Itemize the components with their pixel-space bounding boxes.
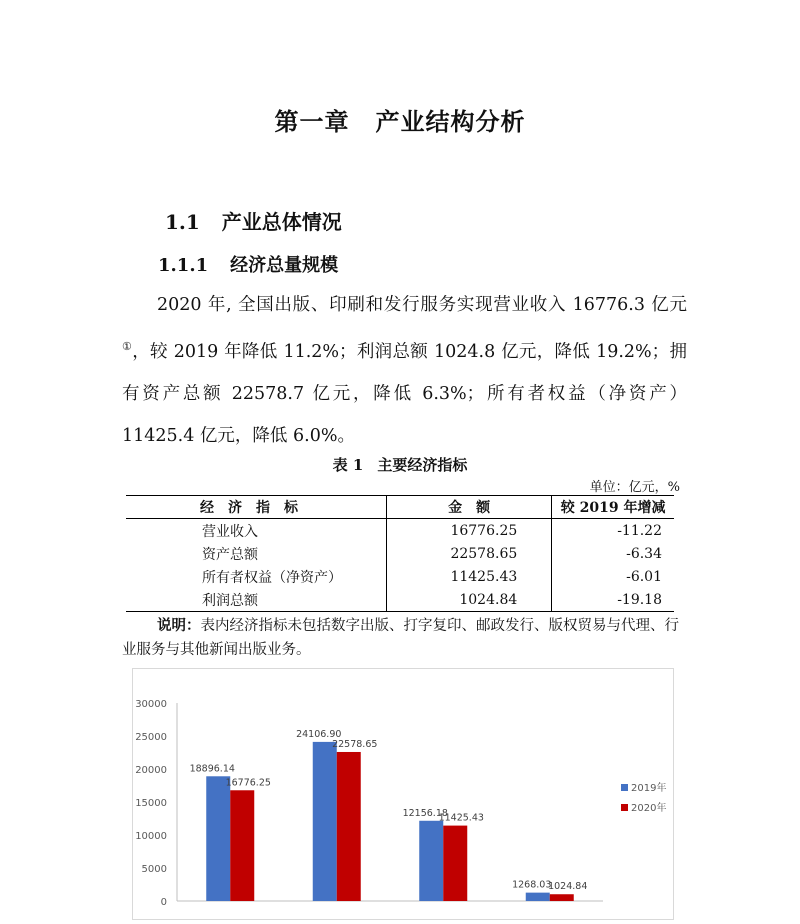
note-text: 表内经济指标未包括数字出版、打字复印、邮政发行、版权贸易与代理、行业服务与其他新闻出版业务。 [122, 618, 679, 658]
cell-change: -6.01 [626, 568, 662, 585]
body-paragraph [122, 284, 687, 457]
y-tick-label: 5000 [141, 864, 167, 875]
y-tick-label: 0 [160, 897, 167, 908]
bar-2020 [230, 790, 254, 901]
data-label: 18896.14 [189, 763, 235, 775]
paragraph-part1: 2020 年, 全国出版、印刷和发行服务实现营业收入 16776.3 亿元 [157, 295, 687, 315]
cell-amount: 16776.25 [386, 519, 551, 543]
bar-chart [133, 669, 673, 919]
cell-amount: 1024.84 [386, 588, 551, 612]
section-heading [165, 206, 342, 235]
table-row [126, 565, 674, 588]
chapter-number: 第一章 [274, 107, 350, 136]
legend-label: 2020年 [631, 803, 667, 814]
cell-amount: 22578.65 [386, 542, 551, 565]
y-tick-label: 10000 [135, 831, 167, 842]
data-label: 24106.90 [296, 728, 342, 740]
subsection-title: 经济总量规模 [230, 255, 339, 276]
section-title: 产业总体情况 [221, 210, 342, 234]
data-label: 12156.18 [402, 807, 448, 819]
table-row [126, 519, 674, 543]
col-header-change: 较 2019 年增减 [552, 496, 674, 519]
cell-amount: 11425.43 [386, 565, 551, 588]
data-label: 11425.43 [438, 812, 484, 824]
data-label: 1268.03 [512, 879, 552, 891]
data-label: 22578.65 [332, 738, 378, 750]
cell-indicator: 资产总额 [126, 542, 386, 565]
chapter-heading [0, 102, 800, 137]
cell-indicator: 利润总额 [126, 588, 386, 612]
table-row [126, 588, 674, 612]
data-label: 1024.84 [548, 881, 588, 893]
bar-2020 [443, 826, 467, 901]
legend-label: 2019年 [631, 783, 667, 794]
table-note [122, 614, 687, 662]
y-tick-label: 25000 [135, 732, 167, 743]
bar-chart-frame [132, 668, 674, 920]
table-unit: 单位：亿元，% [589, 480, 680, 495]
y-tick-label: 20000 [135, 765, 167, 776]
cell-indicator: 营业收入 [126, 519, 386, 543]
bar-2019 [206, 776, 230, 901]
bar-2020 [550, 894, 574, 901]
legend-swatch [621, 784, 628, 791]
note-label: 说明： [157, 617, 201, 634]
chapter-title: 产业结构分析 [375, 107, 526, 136]
economic-indicators-table [126, 495, 674, 612]
bar-2020 [337, 752, 361, 901]
subsection-number: 1.1.1 [158, 255, 209, 276]
data-label: 16776.25 [225, 777, 271, 789]
table-caption [0, 454, 800, 475]
legend-swatch [621, 804, 628, 811]
table-title: 主要经济指标 [377, 456, 468, 474]
cell-indicator: 所有者权益（净资产） [126, 565, 386, 588]
cell-change: -11.22 [617, 522, 662, 539]
footnote-mark[interactable]: ① [122, 340, 133, 353]
y-tick-label: 15000 [135, 798, 167, 809]
table-header-row [126, 496, 674, 519]
y-tick-label: 30000 [135, 699, 167, 710]
table-label: 表 1 [332, 456, 364, 474]
bar-2019 [526, 893, 550, 901]
paragraph-part2: ，较 2019 年降低 11.2%；利润总额 1024.8 亿元，降低 19.2%；拥有资产总额 22578.7 亿元，降低 6.3%；所有者权益（净资产）11425.4 亿元，降低 6.0%。 [122, 341, 687, 446]
cell-change: -6.34 [626, 545, 662, 562]
col-header-indicator: 经济指标 [126, 496, 386, 519]
section-number: 1.1 [165, 210, 200, 234]
subsection-heading [158, 251, 338, 277]
bar-2019 [419, 821, 443, 901]
cell-change: -19.18 [552, 588, 674, 612]
table-row [126, 542, 674, 565]
col-header-amount: 金 额 [386, 496, 551, 519]
bar-2019 [313, 742, 337, 901]
